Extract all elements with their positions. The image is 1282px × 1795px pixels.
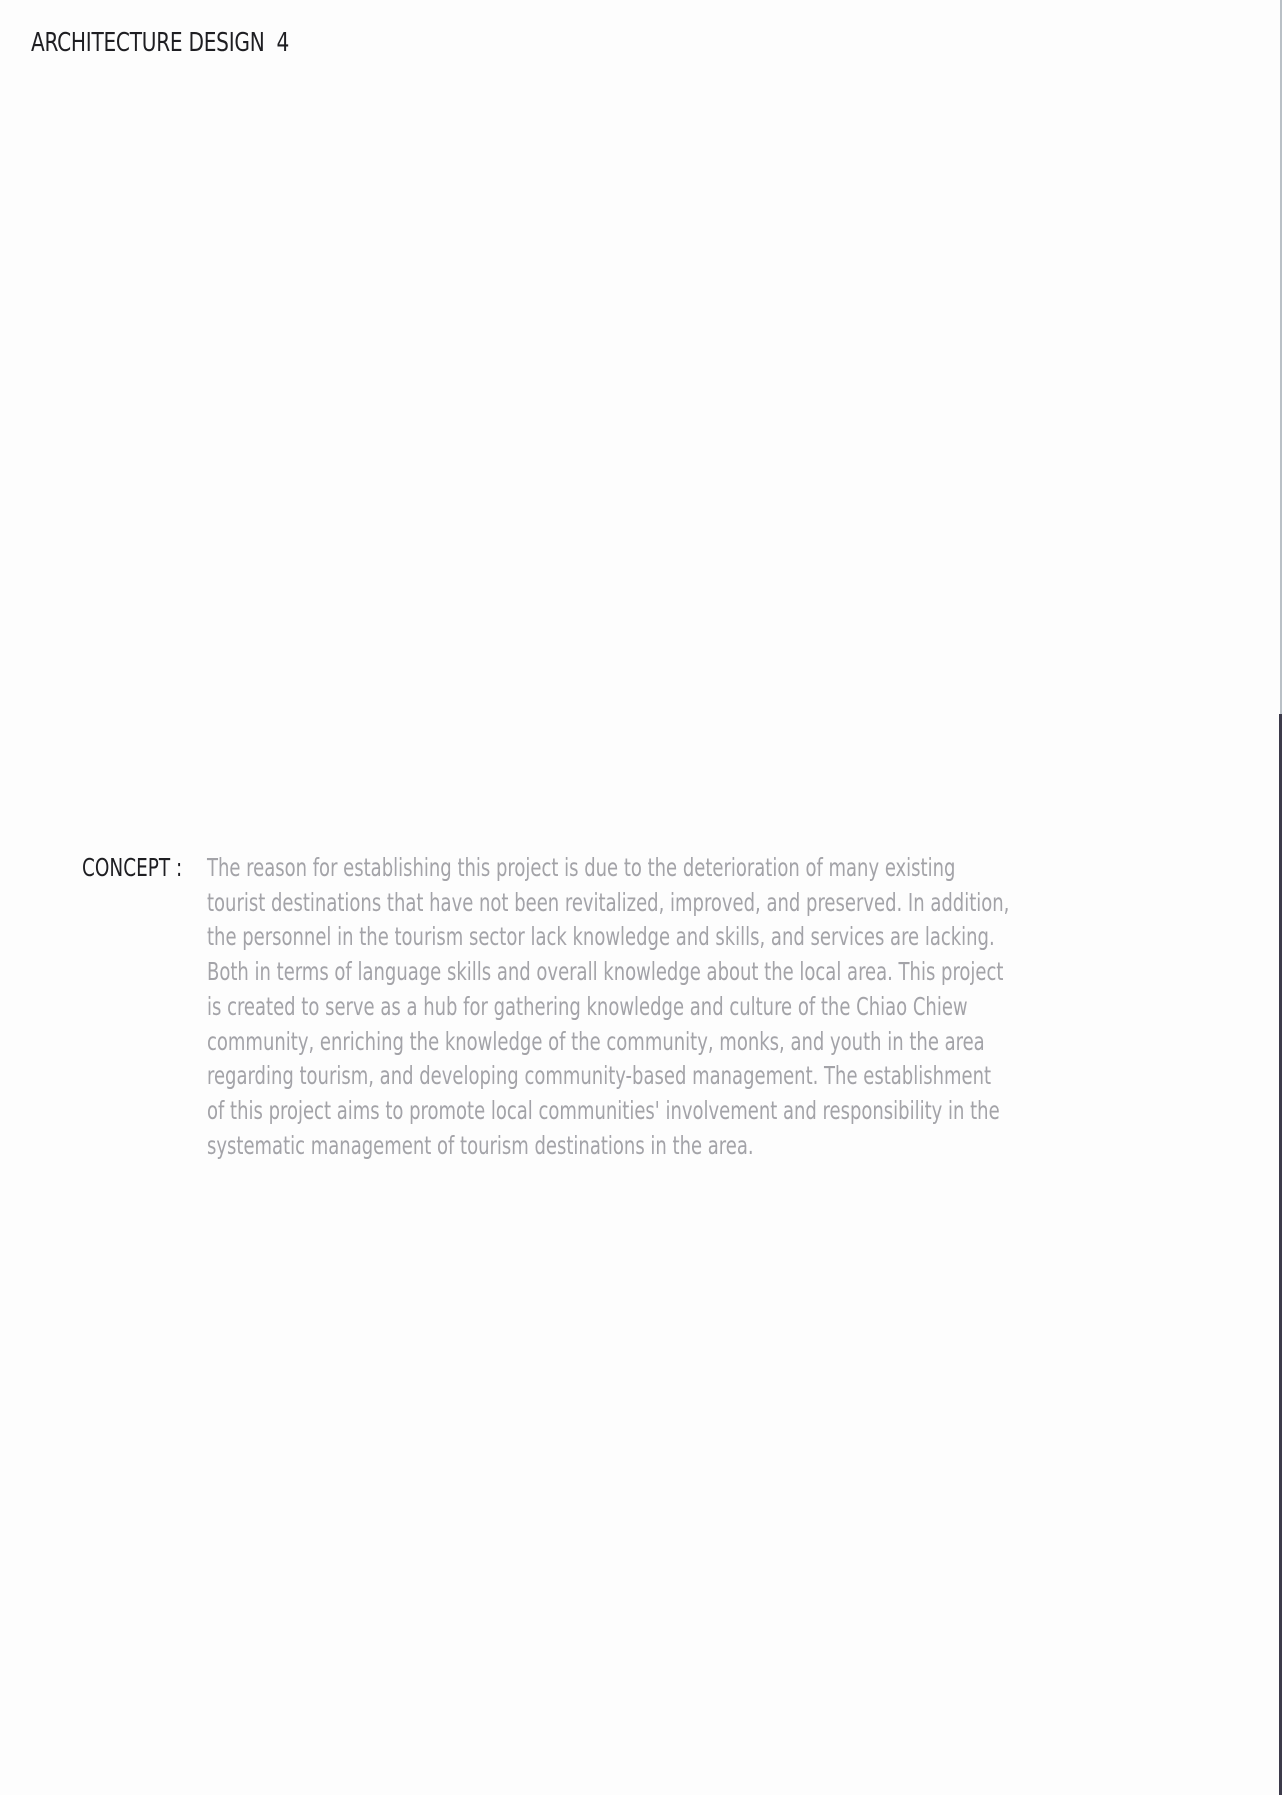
concept-line: the personnel in the tourism sector lack knowledge and skills, and services are lacking. — [207, 922, 995, 952]
page-title-text: ARCHITECTURE DESIGN — [31, 28, 265, 58]
concept-line: The reason for establishing this project is due to the deterioration of many existing — [207, 853, 956, 882]
page-number: 4 — [276, 28, 290, 58]
concept-label: CONCEPT : — [82, 853, 183, 882]
page-title — [31, 28, 289, 58]
concept-line: of this project aims to promote local communities' involvement and responsibility in the — [207, 1095, 1000, 1125]
concept-line: Both in terms of language skills and overall knowledge about the local area. This project — [207, 957, 1004, 987]
concept-line: tourist destinations that have not been revitalized, improved, and preserved. In addition, — [207, 887, 1010, 917]
concept-line: is created to serve as a hub for gathering knowledge and culture of the Chiao Chiew — [207, 991, 968, 1021]
concept-paragraph — [207, 851, 1211, 1163]
concept-line: community, enriching the knowledge of the community, monks, and youth in the area — [207, 1026, 985, 1056]
concept-line: systematic management of tourism destinations in the area. — [207, 1130, 754, 1160]
concept-line: regarding tourism, and developing community-based management. The establishment — [207, 1061, 992, 1091]
